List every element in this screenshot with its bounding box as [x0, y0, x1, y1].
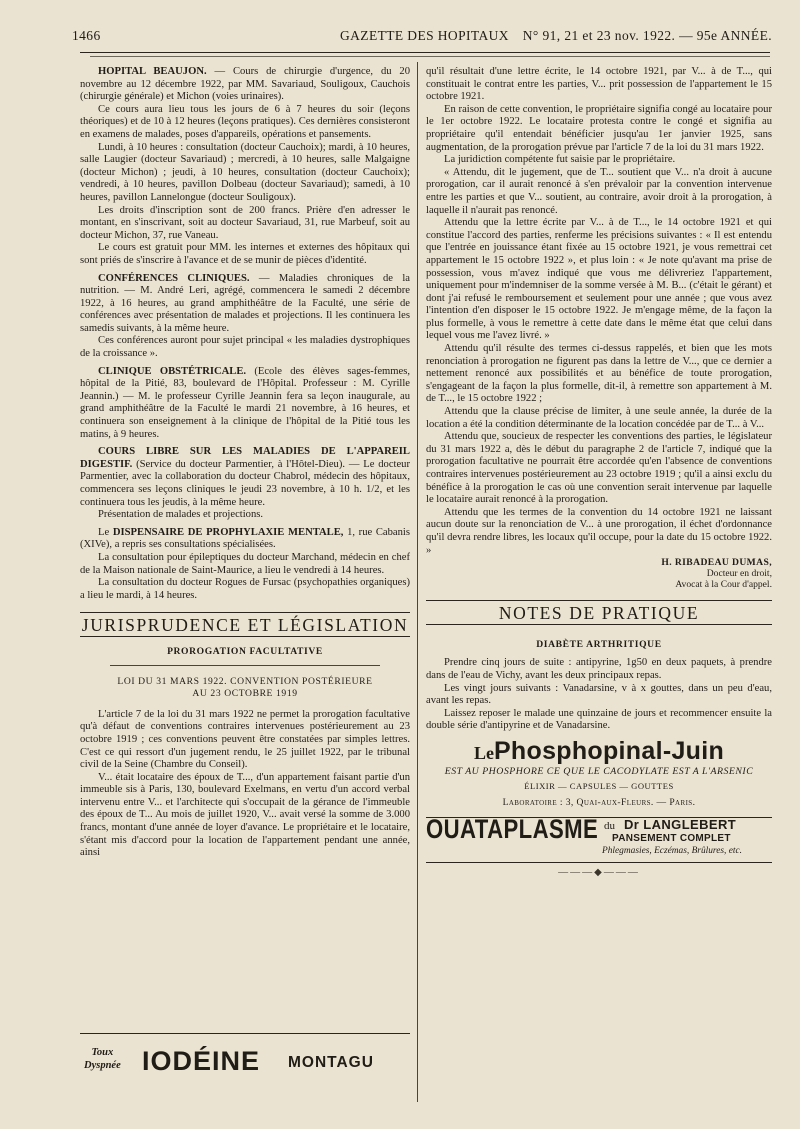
section-header-jurisprudence	[80, 612, 410, 637]
advert-phosphopinal: LePhosphopinal-Juin	[473, 736, 725, 765]
paragraph: Le cours est gratuit pour MM. les internes et externes des hôpitaux qui sont priés de s'inscrire à l'avance et de se munir de pièces d'identité.	[80, 242, 410, 266]
paragraph: Présentation de malades et projections.	[98, 509, 264, 521]
paragraph: Ces conférences auront pour sujet principal « les maladies dystrophiques de la croissance ».	[80, 335, 410, 360]
notice-heading: COURS LIBRE SUR LES MALADIES DE L'APPAREIL DIGESTIF.	[80, 446, 410, 470]
paragraph: Attendu que la clause précise de limiter, à une seule année, la durée de la location a été la condition déterminante de la location concédée par de T... à V...	[426, 406, 772, 430]
advert-phosphopinal-forms: ÉLIXIR — CAPSULES — GOUTTES	[524, 781, 674, 792]
advert-ouataplasme: OUATAPLASME du Dr LANGLEBERT PANSEMENT COMPLET Phlegmasies, Eczémas, Brûlures, etc.	[426, 817, 772, 863]
issue-date: N° 91, 21 et 23 nov. 1922. — 95e ANNÉE.	[522, 28, 772, 43]
advert-ouataplasme-tagline: PANSEMENT COMPLET	[612, 833, 731, 845]
advert-ouataplasme-name: OUATAPLASME	[426, 814, 599, 845]
ornament-divider: ———◆———	[558, 867, 640, 879]
article-subheading: AU 23 OCTOBRE 1919	[192, 688, 298, 700]
right-column	[426, 66, 772, 880]
notice-heading: CONFÉRENCES CLINIQUES.	[98, 272, 250, 284]
paragraph: « Attendu, dit le jugement, que de T... soutient que V... n'a droit à aucune prorogation, car il aurait renoncé à s'en prévaloir par la convention intervenue entre les parties et que V... soutient, au contraire, avoir droit à la prorogation, à laquelle il n'aurait pas renoncé.	[426, 166, 772, 216]
paragraph: En raison de cette convention, le propriétaire signifia congé au locataire pour le 1er octobre 1922. Le locataire protesta contre le congé et signifia au propriétaire qu'il entendait bénéficier jusqu'au 1er janvier 1925, sans augmentation, de la prorogation prévue par l'article 7 de la loi du 31 mars 1922.	[426, 103, 772, 153]
paragraph: Les droits d'inscription sont de 200 francs. Prière d'en adresser le montant, en s'inscrivant, soit au docteur Savariaud, 31, rue Marbeuf, soit au docteur Michon, 37, rue Vaneau.	[80, 204, 410, 241]
paragraph: Lundi, à 10 heures : consultation (docteur Cauchoix); mardi, à 10 heures, salle Laugier (docteur Savariaud) ; mercredi, à 10 heures, salle Malgaigne (docteur Michon) ; jeudi, à 10 heures, consultation (docteur Cauchoix); vendredi, à 10 heures, pavillon Dolbeau (docteur Savariaud); samedi, à 10 heures, pavillon Lannelongue (docteur Souligoux).	[80, 141, 410, 203]
paragraph: V... était locataire des époux de T..., d'un appartement faisant partie d'un immeuble sis à Paris, 130, boulevard Exelmans, en vertu d'un accord verbal intervenu entre V... et l'architecte qui s'occupait de la gérance de l'immeuble des époux de T... Au mois de juillet 1920, V... avait versé la somme de 3.000 francs, montant d'une année de loyer d'avance. Le propriétaire et le locataire, s'étant mis d'accord pour la location de l'appartement pendant une année, ainsi	[80, 771, 410, 859]
paragraph: Attendu qu'il résulte des termes ci-dessus rappelés, et bien que les mots renonciation à prorogation ne figurent pas dans la lettre de V..., que ce dernier a nettement renoncé aux possibilités et au bénéfice de toute prorogation, s'engageant de la façon la plus formelle, dit-il, à remettre son appartement à M. de T..., le 15 octobre 1922 ;	[426, 343, 772, 405]
left-column	[80, 66, 410, 860]
column-divider	[417, 62, 418, 1102]
notice-conferences: CONFÉRENCES CLINIQUES. — Maladies chroniques de la nutrition. — M. André Leri, agrégé, commencera le samedi 2 décembre 1922, à 16 heures, au grand amphithéâtre de la Faculté, une série de conférences avec présentation de malades et projections. Il les continuera les samedis suivants, à la même heure.	[80, 272, 410, 334]
signature-title: Avocat à la Cour d'appel.	[675, 579, 772, 591]
notice-beaujon: HOPITAL BEAUJON. — Cours de chirurgie d'urgence, du 20 novembre au 12 décembre 1922, par MM. Savariaud, Souligoux, Cauchois (chirurgie générale) et Michon (voies urinaires).	[80, 66, 410, 103]
article-subheading: LOI DU 31 MARS 1922. CONVENTION POSTÉRIEURE	[117, 675, 373, 687]
advert-phosphopinal-lab: Laboratoire : 3, Quai-aux-Fleurs. — Paris.	[502, 796, 696, 808]
advert-ouataplasme-uses: Phlegmasies, Eczémas, Brûlures, etc.	[602, 846, 742, 857]
notice-heading: HOPITAL BEAUJON.	[98, 66, 207, 77]
header-rule-thin	[90, 56, 770, 57]
divider	[110, 665, 380, 666]
paragraph: Attendu que la lettre écrite par V... à de T..., le 14 octobre 1921 et qui constitue l'accord des parties, renferme les précisions suivantes : « Il est entendu que l'entrée en jouissance étant fixée au 15 octobre 1921, je vous remettrai cet appartement le 15 octobre 1922 », et plus loin : « Je note qu'avant ma prise de possession, vous m'avez indiqué que vous me délivreriez l'appartement, uniquement pour m'indemniser de la somme versée à M. B... (c'était le gérant) et dont j'ai refusé le remboursement et seulement pour une année ; que vous avez l'intention d'en disposer le 15 octobre 1922. Je m'engage même, de la façon la plus formelle, à vous le remettre à cette date dans le même état que celui dans lequel vous me l'avez livré. »	[426, 217, 772, 342]
advert-phosphopinal-slogan: EST AU PHOSPHORE CE QUE LE CACODYLATE EST A L'ARSENIC	[444, 765, 754, 777]
paragraph: L'article 7 de la loi du 31 mars 1922 ne permet la prorogation facultative qu'à défaut de conventions contraires intervenues postérieurement au 23 octobre 1919 ; ces conventions peuvent être constatées par simples lettres. C'est ce qui ressort d'un jugement rendu, le 25 juillet 1922, par le tribunal civil de la Seine (Chambre du Conseil).	[80, 708, 410, 771]
signature	[426, 557, 772, 590]
paragraph: Prendre cinq jours de suite : antipyrine, 1g50 en deux paquets, à prendre dans de l'eau de Vichy, avant les deux principaux repas.	[426, 657, 772, 681]
header-rule	[80, 52, 770, 53]
section-header-notes	[426, 600, 772, 625]
paragraph: Ce cours aura lieu tous les jours de 6 à 7 heures du soir (leçons théoriques) et de 10 à 12 heures (leçons pratiques). Ces dernières consisteront en examens de malades, poses d'appareils, opérations et pansements.	[80, 103, 410, 140]
advert-iodeine-name: IODÉINE	[142, 1046, 261, 1076]
section-title: NOTES DE PRATIQUE	[498, 603, 700, 624]
advert-iodeine	[80, 1033, 410, 1094]
paragraph: La consultation pour épileptiques du docteur Marchand, médecin en chef de la Maison nationale de Saint-Maurice, a lieu le vendredi à 14 heures.	[80, 551, 410, 576]
notice-heading: DISPENSAIRE DE PROPHYLAXIE MENTALE,	[112, 526, 344, 538]
paragraph: Laissez reposer le malade une quinzaine de jours et recommencer ensuite la double série d'antipyrine et de Vanadarsine.	[426, 707, 772, 732]
paragraph: Attendu que, soucieux de respecter les conventions des parties, le législateur du 31 mars 1922 a, dès le début du paragraphe 2 de l'article 7, indiqué que la prorogation facultative ne pourrait être accordée qu'en l'absence de conventions contraires intervenues postérieurement au 23 octobre 1919 ; qu'il a ainsi exclu du bénéfice à la prorogation le cas où une convention serait intervenue par laquelle le locataire aurait renoncé à la prorogation.	[426, 431, 772, 506]
article-heading: DIABÈTE ARTHRITIQUE	[536, 638, 662, 650]
paragraph: La consultation du docteur Rogues de Fursac (psychopathies organiques) a lieu le mardi, à 14 heures.	[80, 577, 410, 601]
advert-iodeine-brand: MONTAGU	[288, 1054, 374, 1071]
paragraph: La juridiction compétente fut saisie par le propriétaire.	[444, 154, 676, 166]
notice-cours-libre: COURS LIBRE SUR LES MALADIES DE L'APPAREIL DIGESTIF. (Service du docteur Parmentier, à l'Hôtel-Dieu). — Le docteur Parmentier, avec la collaboration du docteur Chabrol, médecin des hôpitaux, commencera ses leçons cliniques le jeudi 23 novembre, à 10 h. 1/2, et les continuera tous les jeudis, à la même heure.	[80, 446, 410, 508]
advert-iodeine-symptoms: Toux Dyspnée	[84, 1047, 121, 1071]
signature-name: H. RIBADEAU DUMAS,	[661, 557, 772, 569]
article-heading: PROROGATION FACULTATIVE	[167, 645, 323, 657]
notice-heading: CLINIQUE OBSTÉTRICALE.	[98, 365, 247, 377]
paragraph: Attendu que les termes de la convention du 14 octobre 1921 ne laissant aucun doute sur la renonciation de V... à une prorogation, il échet d'ordonnance qu'il devra rendre libres, les locaux qu'il occupe, pour la date du 15 octobre 1922. »	[426, 506, 772, 556]
notice-dispensaire: Le DISPENSAIRE DE PROPHYLAXIE MENTALE, 1, rue Cabanis (XIVe), a repris ses consultations spécialisées.	[80, 526, 410, 551]
signature-title: Docteur en droit,	[706, 568, 772, 580]
notice-clinique: CLINIQUE OBSTÉTRICALE. (Ecole des élèves sages-femmes, hôpital de la Pitié, 83, boulevard de l'Hôpital. Professeur : M. Cyrille Jeannin.) — M. le professeur Cyrille Jeannin fera sa leçon inaugurale, au grand amphithéâtre de la Faculté le mardi 21 novembre, à 16 heures, et continuera son enseignement à la clinique de l'hôpital de la Pitié tous les matins, à 9 heures.	[80, 365, 410, 440]
page-number: 1466	[72, 28, 101, 43]
paragraph: Les vingt jours suivants : Vanadarsine, v à x gouttes, dans un peu d'eau, avant les repas.	[426, 682, 772, 707]
advert-phosphopinal-name: Phosphopinal-Juin	[493, 736, 725, 765]
section-title: JURISPRUDENCE ET LÉGISLATION	[81, 615, 409, 636]
journal-title: GAZETTE DES HOPITAUX	[340, 28, 509, 43]
page-header	[72, 28, 772, 46]
advert-ouataplasme-maker: Dr LANGLEBERT	[624, 817, 737, 833]
paragraph: qu'il résultait d'une lettre écrite, le 14 octobre 1921, par V... à de T..., qui constituait le contrat entre les parties, V... prit possession de l'appartement le 15 octobre 1921.	[426, 66, 772, 103]
